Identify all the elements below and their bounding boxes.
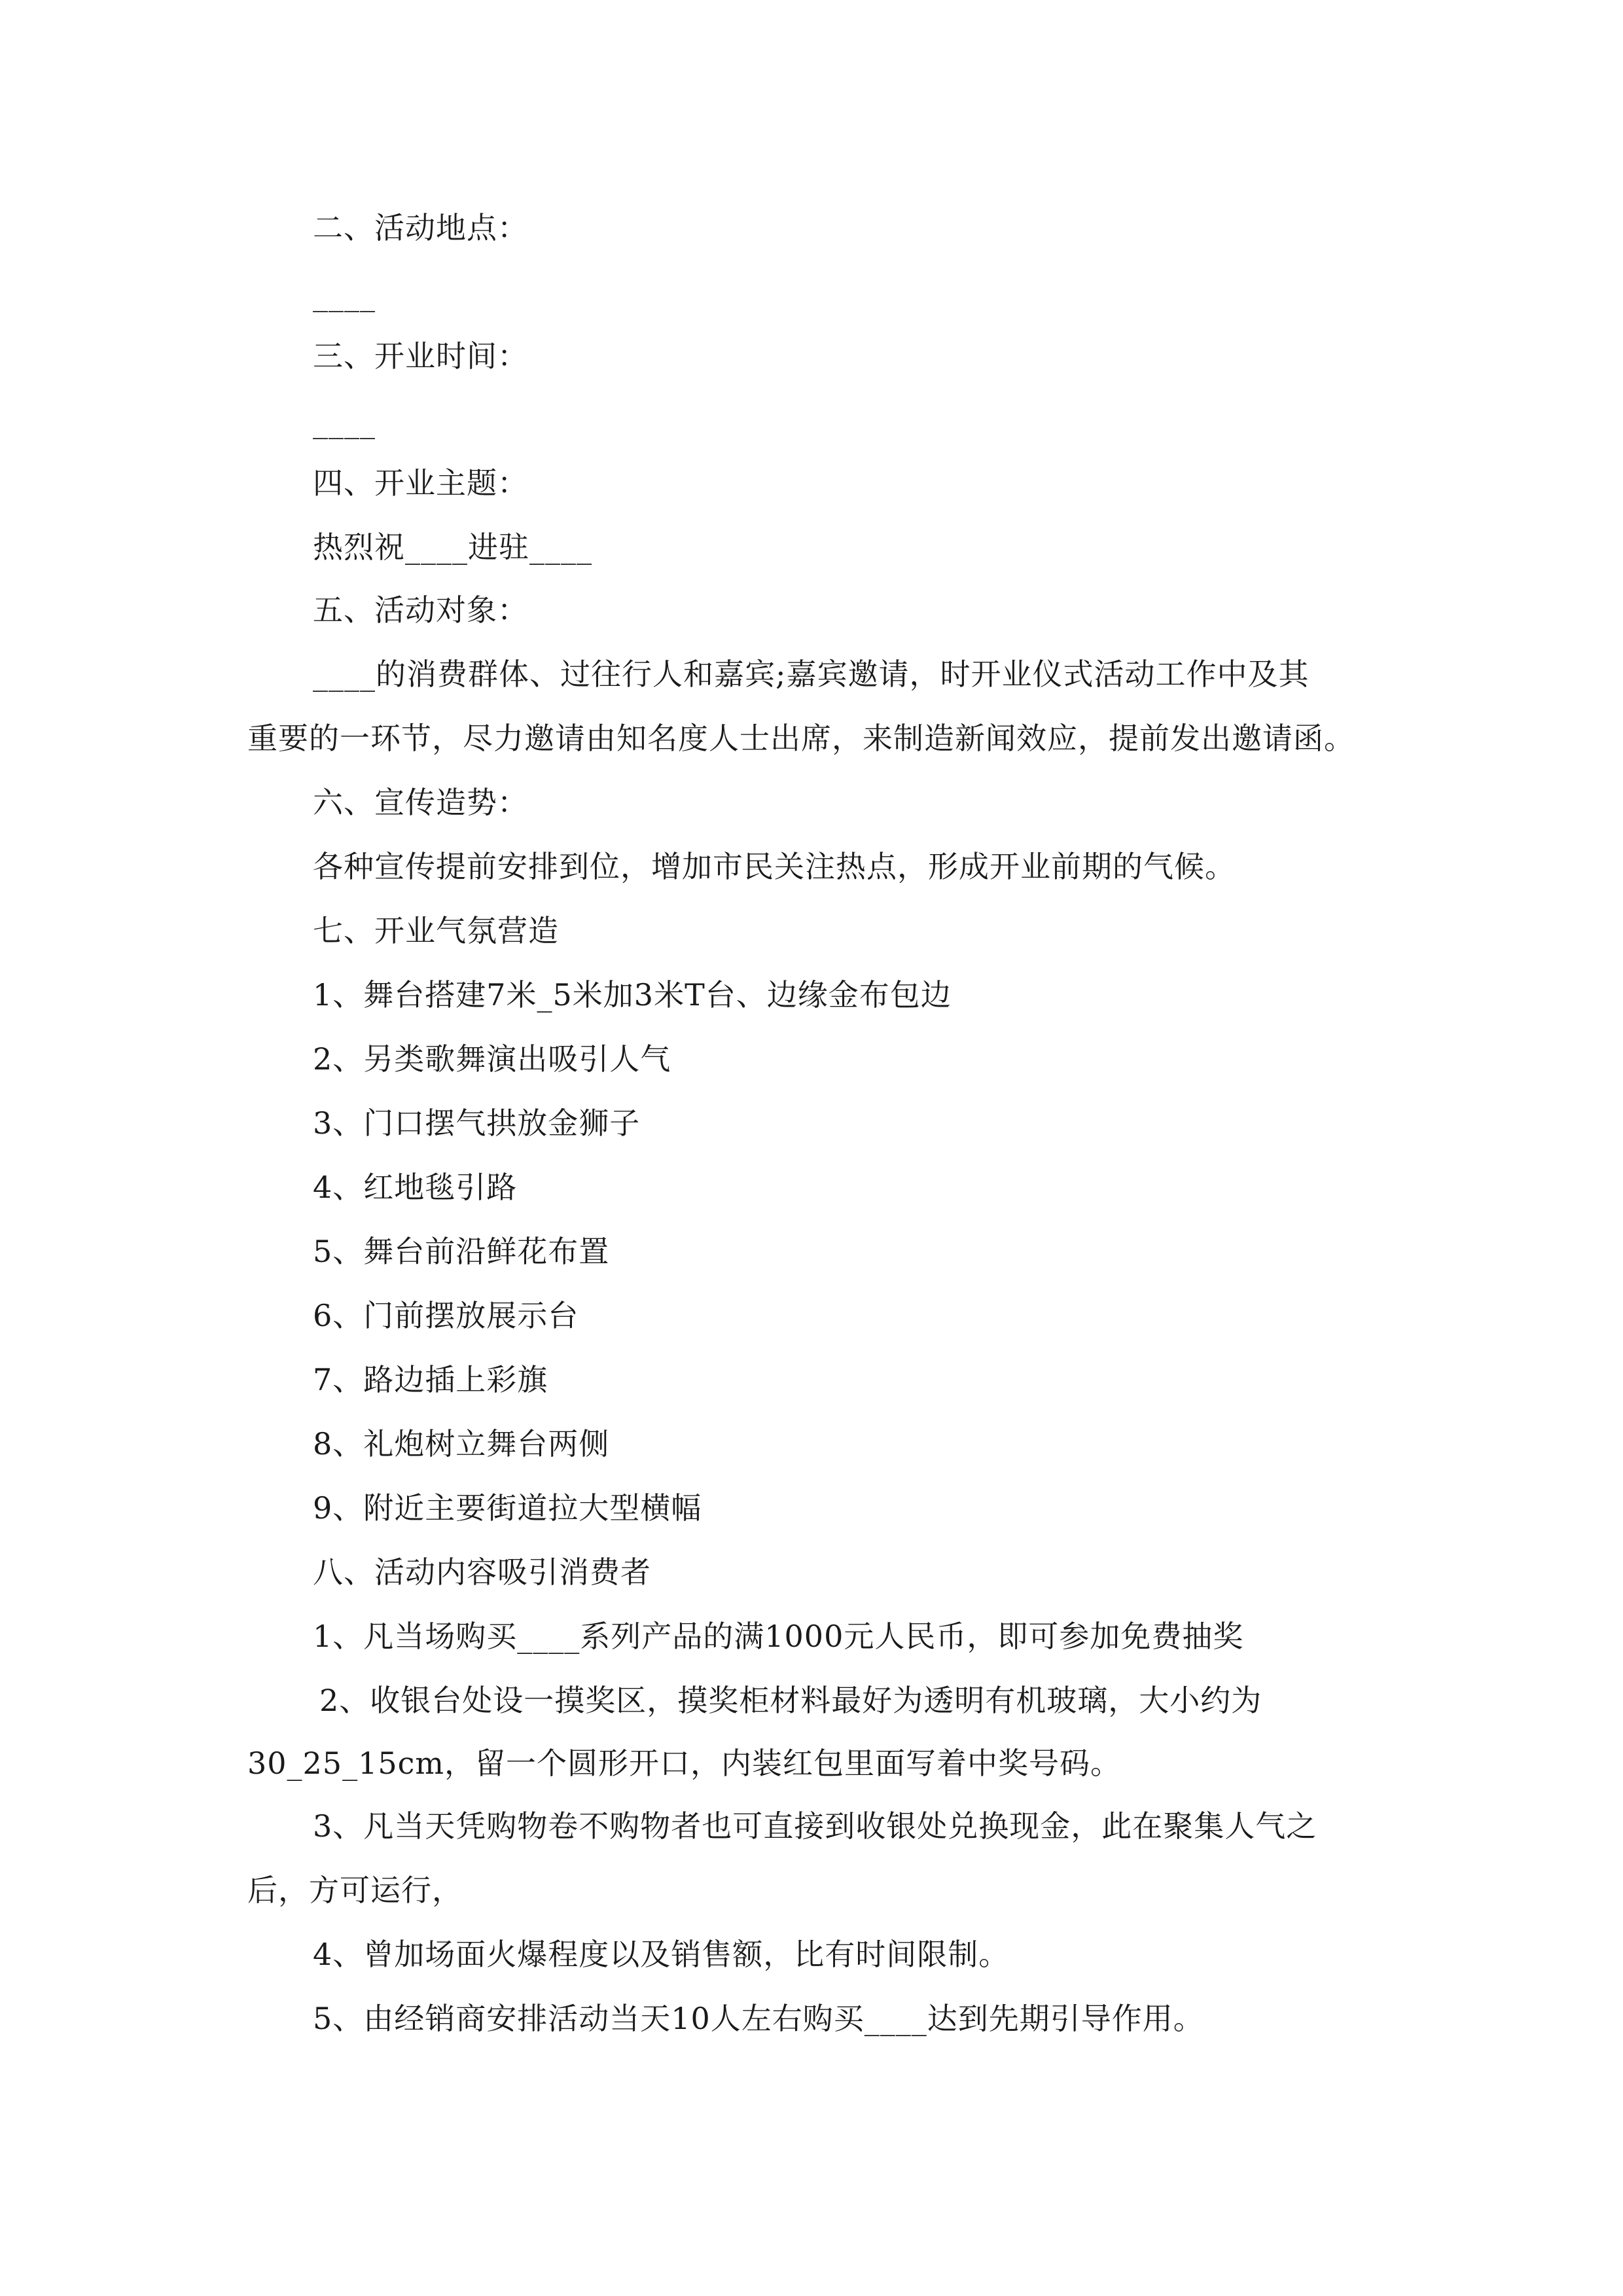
atmosphere-item-7: 7、路边插上彩旗 (313, 1362, 548, 1397)
content-item-5: 5、由经销商安排活动当天10人左右购买____达到先期引导作用。 (313, 2001, 1204, 2036)
atmosphere-item-8: 8、礼炮树立舞台两侧 (313, 1426, 610, 1462)
publicity-paragraph: 各种宣传提前安排到位，增加市民关注热点，形成开业前期的气候。 (313, 849, 1236, 884)
heading-activity-location: 二、活动地点： (313, 210, 528, 245)
heading-atmosphere: 七、开业气氛营造 (313, 913, 559, 948)
heading-publicity: 六、宣传造势： (313, 785, 528, 820)
content-item-3-line-1: 3、凡当天凭购物卷不购物者也可直接到收银处兑换现金，此在聚集人气之 (313, 1808, 1317, 1844)
heading-opening-theme: 四、开业主题： (313, 465, 528, 501)
target-paragraph-line-2: 重要的一环节，尽力邀请由知名度人士出席，来制造新闻效应，提前发出邀请函。 (247, 721, 1355, 756)
atmosphere-item-5: 5、舞台前沿鲜花布置 (313, 1234, 610, 1269)
atmosphere-item-3: 3、门口摆气拱放金狮子 (313, 1105, 641, 1141)
content-item-1: 1、凡当场购买____系列产品的满1000元人民币，即可参加免费抽奖 (313, 1619, 1244, 1654)
atmosphere-item-4: 4、红地毯引路 (313, 1170, 518, 1205)
content-item-3-line-2: 后，方可运行， (247, 1873, 463, 1908)
heading-activity-target: 五、活动对象： (313, 592, 528, 628)
target-paragraph-line-1: ____的消费群体、过往行人和嘉宾;嘉宾邀请，时开业仪式活动工作中及其 (313, 656, 1310, 692)
blank-opening-time: ____ (313, 404, 376, 439)
heading-opening-time: 三、开业时间： (313, 338, 528, 374)
content-item-2-line-1: 2、收银台处设一摸奖区，摸奖柜材料最好为透明有机玻璃，大小约为 (319, 1683, 1262, 1718)
atmosphere-item-1: 1、舞台搭建7米_5米加3米T台、边缘金布包边 (313, 977, 952, 1013)
theme-text: 热烈祝____进驻____ (313, 529, 592, 565)
heading-activity-content: 八、活动内容吸引消费者 (313, 1554, 651, 1590)
atmosphere-item-9: 9、附近主要街道拉大型横幅 (313, 1490, 702, 1526)
content-item-4: 4、曾加场面火爆程度以及销售额，比有时间限制。 (313, 1937, 1010, 1972)
atmosphere-item-6: 6、门前摆放展示台 (313, 1298, 579, 1333)
content-item-2-line-2: 30_25_15cm，留一个圆形开口，内装红包里面写着中奖号码。 (247, 1746, 1121, 1781)
atmosphere-item-2: 2、另类歌舞演出吸引人气 (313, 1041, 671, 1077)
blank-activity-location: ____ (313, 277, 376, 312)
